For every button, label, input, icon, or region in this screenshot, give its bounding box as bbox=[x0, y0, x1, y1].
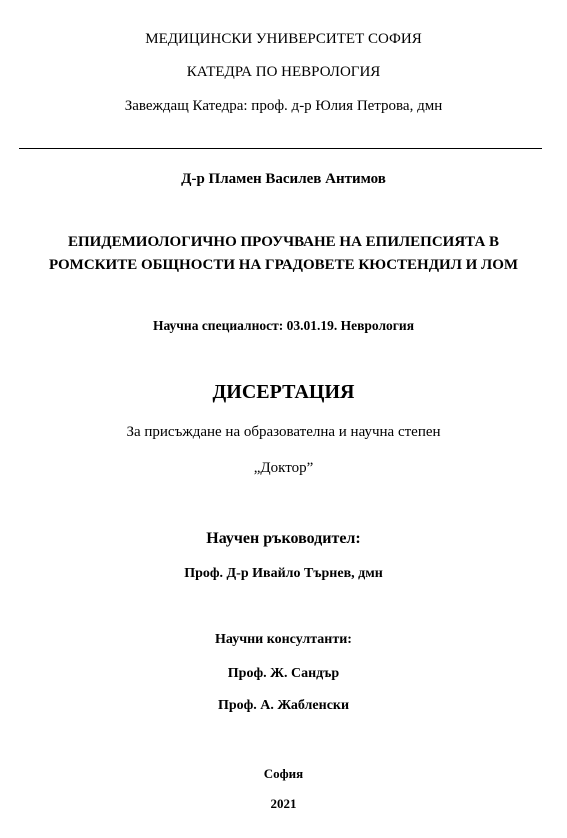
degree-purpose: За присъждане на образователна и научна степен bbox=[126, 424, 441, 440]
degree-name: „Доктор” bbox=[253, 460, 314, 476]
university-name: МЕДИЦИНСКИ УНИВЕРСИТЕТ СОФИЯ bbox=[145, 31, 422, 47]
scientific-specialty: Научна специалност: 03.01.19. Неврология bbox=[152, 318, 414, 333]
consultants-label: Научни консултанти: bbox=[215, 632, 352, 647]
document-type: ДИСЕРТАЦИЯ bbox=[212, 381, 355, 403]
consultant-1: Проф. Ж. Сандър bbox=[227, 666, 340, 681]
thesis-title-line-1: ЕПИДЕМИОЛОГИЧНО ПРОУЧВАНЕ НА ЕПИЛЕПСИЯТА В bbox=[67, 234, 500, 250]
thesis-title-line-2: РОМСКИТЕ ОБЩНОСТИ НА ГРАДОВЕТЕ КЮСТЕНДИЛ И ЛОМ bbox=[48, 257, 519, 273]
city: София bbox=[263, 766, 304, 781]
department-head: Завеждащ Катедра: проф. д-р Юлия Петрова, дмн bbox=[124, 98, 443, 114]
author-name: Д-р Пламен Василев Антимов bbox=[181, 171, 386, 187]
year: 2021 bbox=[270, 796, 297, 811]
consultant-2: Проф. А. Жабленски bbox=[217, 698, 350, 713]
department-name: КАТЕДРА ПО НЕВРОЛОГИЯ bbox=[186, 64, 381, 80]
header-divider bbox=[19, 148, 542, 149]
supervisor-name: Проф. Д-р Ивайло Търнев, дмн bbox=[184, 566, 383, 581]
supervisor-label: Научен ръководител: bbox=[206, 530, 361, 547]
